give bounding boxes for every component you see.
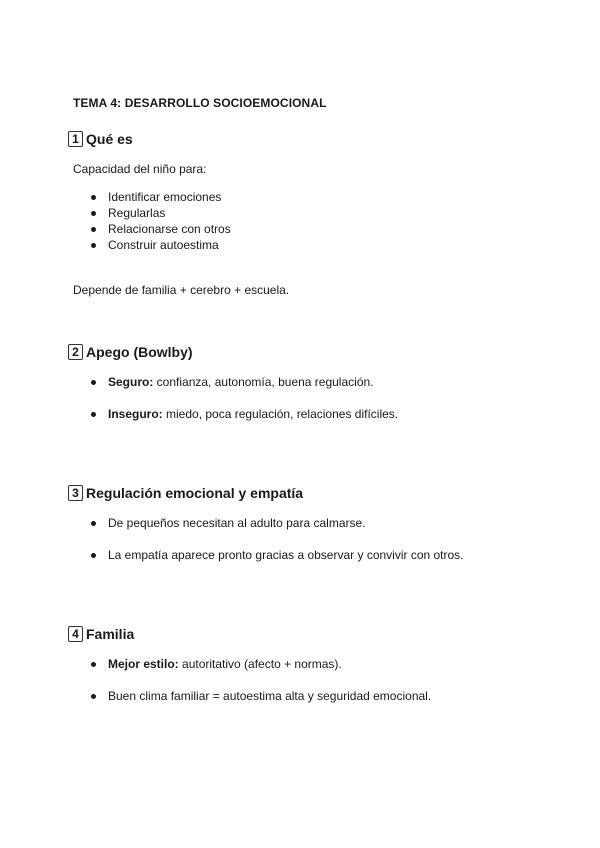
number-four-icon: 4 xyxy=(68,626,83,642)
bullet-list xyxy=(0,189,231,253)
bullet-icon xyxy=(91,380,96,385)
bullet-icon xyxy=(91,211,96,216)
number-one-icon: 1 xyxy=(68,131,83,147)
section-heading-regulacion xyxy=(68,485,303,501)
section-heading-familia xyxy=(68,626,134,642)
section-outro: Depende de familia + cerebro + escuela. xyxy=(73,283,290,297)
list-item: Seguro: confianza, autonomía, buena regulación. xyxy=(0,374,398,390)
bullet-icon xyxy=(91,662,96,667)
list-item: Buen clima familiar = autoestima alta y seguridad emocional. xyxy=(0,688,431,704)
section-heading-apego xyxy=(68,344,193,360)
section-intro: Capacidad del niño para: xyxy=(73,162,207,176)
section-title: Apego (Bowlby) xyxy=(86,344,193,360)
bullet-icon xyxy=(91,243,96,248)
bullet-icon xyxy=(91,521,96,526)
section-heading-que-es xyxy=(68,131,133,147)
list-item: Relacionarse con otros xyxy=(0,221,231,237)
list-item: Regularlas xyxy=(0,205,231,221)
bullet-icon xyxy=(91,553,96,558)
bullet-icon xyxy=(91,412,96,417)
list-item: Construir autoestima xyxy=(0,237,231,253)
list-item: La empatía aparece pronto gracias a observar y convivir con otros. xyxy=(0,547,464,563)
number-two-icon: 2 xyxy=(68,344,83,360)
number-three-icon: 3 xyxy=(68,485,83,501)
document-title: TEMA 4: DESARROLLO SOCIOEMOCIONAL xyxy=(73,96,327,110)
bullet-icon xyxy=(91,195,96,200)
section-title: Familia xyxy=(86,626,135,642)
list-item: Inseguro: miedo, poca regulación, relaciones difíciles. xyxy=(0,406,398,422)
bullet-list xyxy=(0,374,398,438)
section-title: Regulación emocional y empatía xyxy=(86,485,304,501)
bullet-icon xyxy=(91,694,96,699)
list-item: Mejor estilo: autoritativo (afecto + normas). xyxy=(0,656,431,672)
section-title: Qué es xyxy=(86,131,133,147)
list-item: Identificar emociones xyxy=(0,189,231,205)
bullet-icon xyxy=(91,227,96,232)
bullet-list xyxy=(0,515,464,579)
list-item: De pequeños necesitan al adulto para calmarse. xyxy=(0,515,464,531)
bullet-list xyxy=(0,656,431,720)
